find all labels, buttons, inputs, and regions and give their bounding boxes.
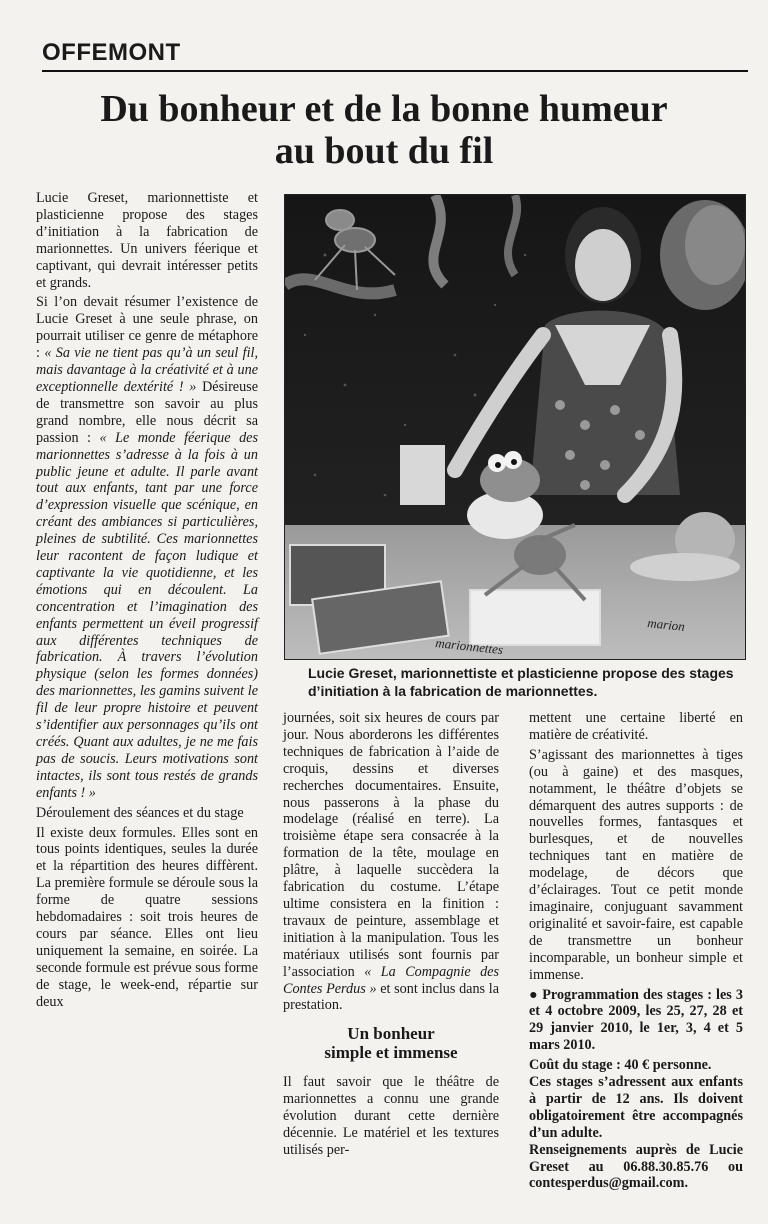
article-intro: Lucie Greset, marionnettiste et plasticienne propose des stages d’initiation à la fabrication de marionnettes. Un univers féerique et captivant, qui devrait intéresser petits et grands.	[36, 190, 258, 291]
info-programmation: ● Programmation des stages : les 3 et 4 octobre 2009, les 25, 27, 28 et 29 janvier 2010, le 1er, 3, 4 et 5 mars 2010.	[529, 986, 743, 1054]
paragraph-portrait-start: Si l’on devait résumer l’existence de Lucie Greset à une seule phrase, on pourrait utiliser ce genre de métaphore :	[36, 294, 258, 362]
section-subhead	[283, 1024, 499, 1062]
subhead-line-1: Un bonheur	[347, 1024, 435, 1044]
photo-caption: Lucie Greset, marionnettiste et plasticienne propose des stages d’initiation à la fabrication de marionnettes.	[308, 665, 734, 699]
article-photo	[284, 194, 746, 660]
paragraph-portrait	[36, 294, 258, 801]
table-sign-marion: marion	[646, 615, 686, 634]
paragraph-techniques-body: journées, soit six heures de cours par jour. Nous aborderons les différentes techniques de fabrication à l’aide de croquis, dessins et diverses recherches documentaires. Ensuite, nous passerons à la phase du modelage (réalisé en terre). La troisième étape sera consacrée à la formation de la tête, moulage en plâtre, à laquelle succèdera la fabrication du costume. L’étape ultime consistera en la finition : travaux de peinture, assemblage et initiation à la manipulation. Tous les matériaux utilisés sont fournis par l’association	[283, 710, 499, 980]
paragraph-techniques	[283, 710, 499, 1014]
info-price: Coût du stage : 40 € personne.	[529, 1057, 712, 1074]
article-column-1	[36, 190, 258, 1014]
paragraph-formulas: Il existe deux formules. Elles sont en tous points identiques, seules la durée et la répartition des heures diffèrent. La première formule se déroule sous la forme de quatre sessions hebdomadaires : soit trois heures de cours par séance. Elles ont lieu uniquement la semaine, en soirée. La seconde formule est prévue sous forme de stage, le week-end, répartie sur deux	[36, 824, 258, 1010]
paragraph-portrait-mid: Désireuse de transmettre son savoir au plus grand nombre, elle nous décrit sa passion :	[36, 378, 259, 446]
subhead-line-2: simple et immense	[324, 1043, 458, 1063]
info-age: Ces stages s’adressent aux enfants à partir de 12 ans. Ils doivent obligatoirement être accompagnés d’un adulte.	[529, 1074, 743, 1141]
photo-illustration	[285, 195, 745, 659]
article-headline	[30, 88, 738, 172]
paragraph-supports: S’agissant des marionnettes à tiges (ou à gaine) et des masques, notamment, le théâtre d’objets se démarquent des autres supports : de nouvelles formes, fantasques et burlesques, et de nouvelles techniques tant en matière de modelage, de décors que d’éclairages. Tout ce petit monde imaginaire, conjuguant savamment originalité et savoir-faire, est capable de transmettre un bonheur incomparable, un bonheur simple et immense.	[529, 746, 743, 983]
info-contact: Renseignements auprès de Lucie Greset au 06.88.30.85.76 ou contesperdus@gmail.com.	[529, 1141, 743, 1192]
paragraph-techniques-end: et sont inclus dans la prestation.	[283, 980, 499, 1014]
section-subtitle: Déroulement des séances et du stage	[36, 804, 244, 821]
headline-line-1: Du bonheur et de la bonne humeur	[100, 88, 668, 130]
quote-metaphor: « Sa vie ne tient pas qu’à un seul fil, mais davantage à la créativité et à une exceptionnelle dextérité ! »	[36, 345, 259, 395]
rubric-label: OFFEMONT	[42, 39, 181, 66]
article-column-2	[283, 710, 499, 1162]
table-sign-marionnettes: marionnettes	[434, 635, 504, 658]
paragraph-evolution: Il faut savoir que le théâtre de marionnettes a connu une grande évolution durant cette dernière décennie. Le matériel et les textures utilisés per-	[283, 1074, 499, 1158]
article-column-3	[529, 710, 743, 1195]
paragraph-freedom: mettent une certaine liberté en matière de créativité.	[529, 710, 743, 743]
association-name: « La Compagnie des Contes Perdus »	[283, 963, 499, 997]
headline-line-2: au bout du fil	[274, 130, 494, 172]
quote-passion: « Le monde féerique des marionnettes s’adresse à la fois à un public jeune et adulte. Il parle avant tout aux enfants, tant par une force d’expression visuelle que scénique, en créant des ambiances si particulières, pleines de subtilité. Ces marionnettes leur racontent de façon ludique et captivante la vie quotidienne, et les émotions qui en découlent. La concentration et l’imagination des enfants permettent un éveil progressif aux différentes techniques de fabrication. À travers l’évolution physique (selon les formes données) des marionnettes, les gamins suivent le fil de leur propre histoire et peuvent s’identifier aux personnages qu’ils ont créés. Quant aux adultes, je ne me fais pas de soucis. Leurs motivations sont intactes, ils sont tous restés de grands enfants ! »	[36, 429, 258, 801]
section-rubric	[42, 38, 748, 72]
